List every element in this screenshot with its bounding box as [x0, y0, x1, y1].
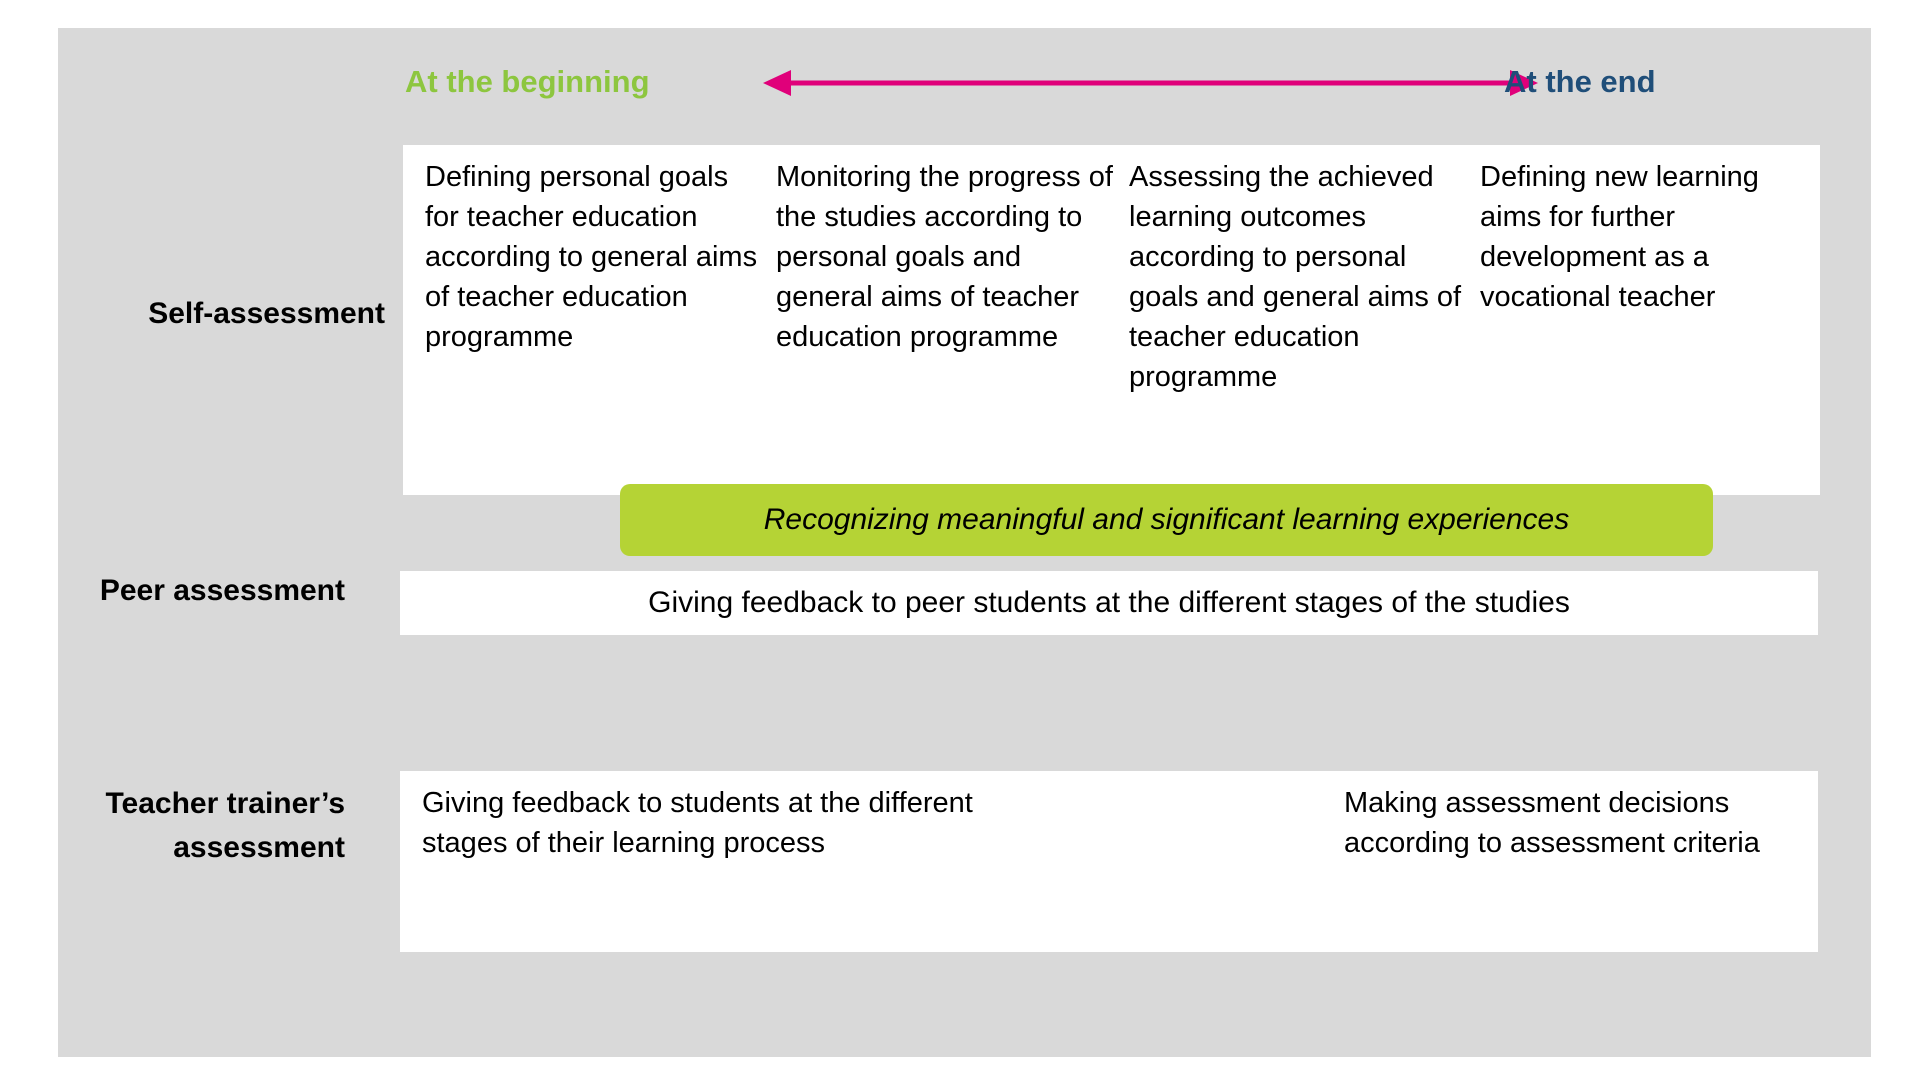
trainer-assessment-box: [400, 771, 1818, 952]
peer-assessment-box: [400, 571, 1818, 635]
self-assessment-label: Self-assessment: [148, 297, 385, 330]
learning-experiences-bar: [620, 484, 1713, 556]
stage-assessing-text: Assessing the achieved learning outcomes according to personal goals and general aims of teacher education programme: [1129, 161, 1462, 393]
timeline-end-label: At the end: [1504, 64, 1656, 99]
double-arrow-icon: [763, 66, 1538, 100]
stage-new-aims-text: Defining new learning aims for further development as a vocational teacher: [1480, 161, 1759, 313]
stage-monitoring-text: Monitoring the progress of the studies according to personal goals and general aims of teacher education programme: [776, 161, 1113, 353]
stage-beginning-text: Defining personal goals for teacher education according to general aims of teacher education programme: [425, 161, 758, 353]
learning-experiences-text: Recognizing meaningful and significant learning experiences: [763, 503, 1570, 536]
trainer-feedback-text: Giving feedback to students at the different stages of their learning process: [422, 787, 973, 859]
peer-feedback-text: Giving feedback to peer students at the different stages of the studies: [648, 586, 1570, 619]
self-assessment-box: [403, 145, 1820, 495]
trainer-assessment-label-line1: Teacher trainer’s: [105, 787, 345, 820]
trainer-decisions-text: Making assessment decisions according to assessment criteria: [1344, 787, 1760, 859]
trainer-assessment-label-line2: assessment: [173, 831, 345, 864]
timeline-start-label: At the beginning: [405, 64, 650, 99]
diagram-background: [58, 28, 1871, 1057]
peer-assessment-label: Peer assessment: [99, 574, 345, 607]
